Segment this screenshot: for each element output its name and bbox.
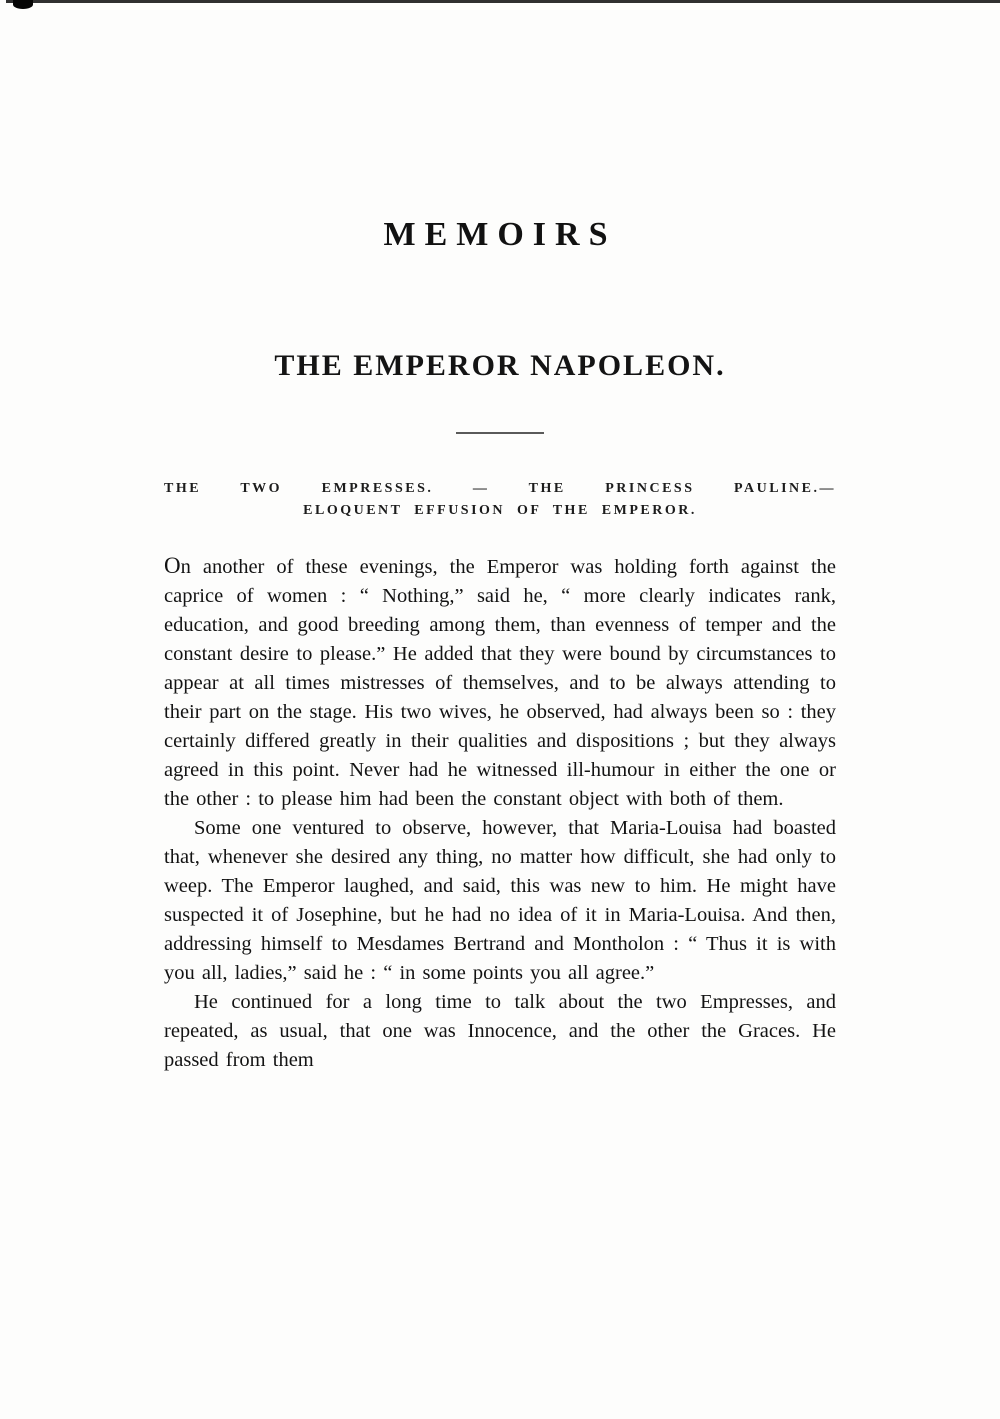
body-text — [164, 551, 836, 1075]
scan-blob-artifact — [13, 0, 33, 9]
paragraph-3: He continued for a long time to talk about the two Empresses, and repeated, as usual, that one was Innocence, and the other the Graces. He passed from them — [164, 990, 836, 1071]
book-title: MEMOIRS — [383, 216, 617, 253]
chapter-heading-line1: THE TWO EMPRESSES. — THE PRINCESS PAULINE.— — [164, 480, 836, 496]
paragraph-2: Some one ventured to observe, however, that Maria-Louisa had boasted that, whenever she desired any thing, no matter how difficult, she had only to weep. The Emperor laughed, and said, this was new to him. He might have suspected it of Josephine, but he had no idea of it in Maria-Louisa. And then, addressing himself to Mesdames Bertrand and Montholon : “ Thus it is with you all, ladies,” said he : “ in some points you all agree.” — [164, 816, 836, 984]
paragraph-1: On another of these evenings, the Emperor was holding forth against the caprice of women : “ Nothing,” said he, “ more clearly indicates rank, education, and good breeding among them, than evenness of temper and the constant desire to please.” He added that they were bound by circumstances to appear at all times mistresses of themselves, and to be always attending to their part on the stage. His two wives, he observed, had always been so : they certainly differed greatly in their qualities and dispositions ; but they always agreed in this point. Never had he witnessed ill-humour in either the one or the other : to please him had been the constant object with both of them. — [164, 552, 836, 810]
section-divider-rule — [456, 432, 544, 434]
chapter-heading — [164, 478, 836, 523]
page-title: THE EMPEROR NAPOLEON. — [274, 348, 726, 382]
chapter-heading-line2: ELOQUENT EFFUSION OF THE EMPEROR. — [303, 503, 697, 519]
scan-edge-artifact — [6, 0, 1000, 3]
